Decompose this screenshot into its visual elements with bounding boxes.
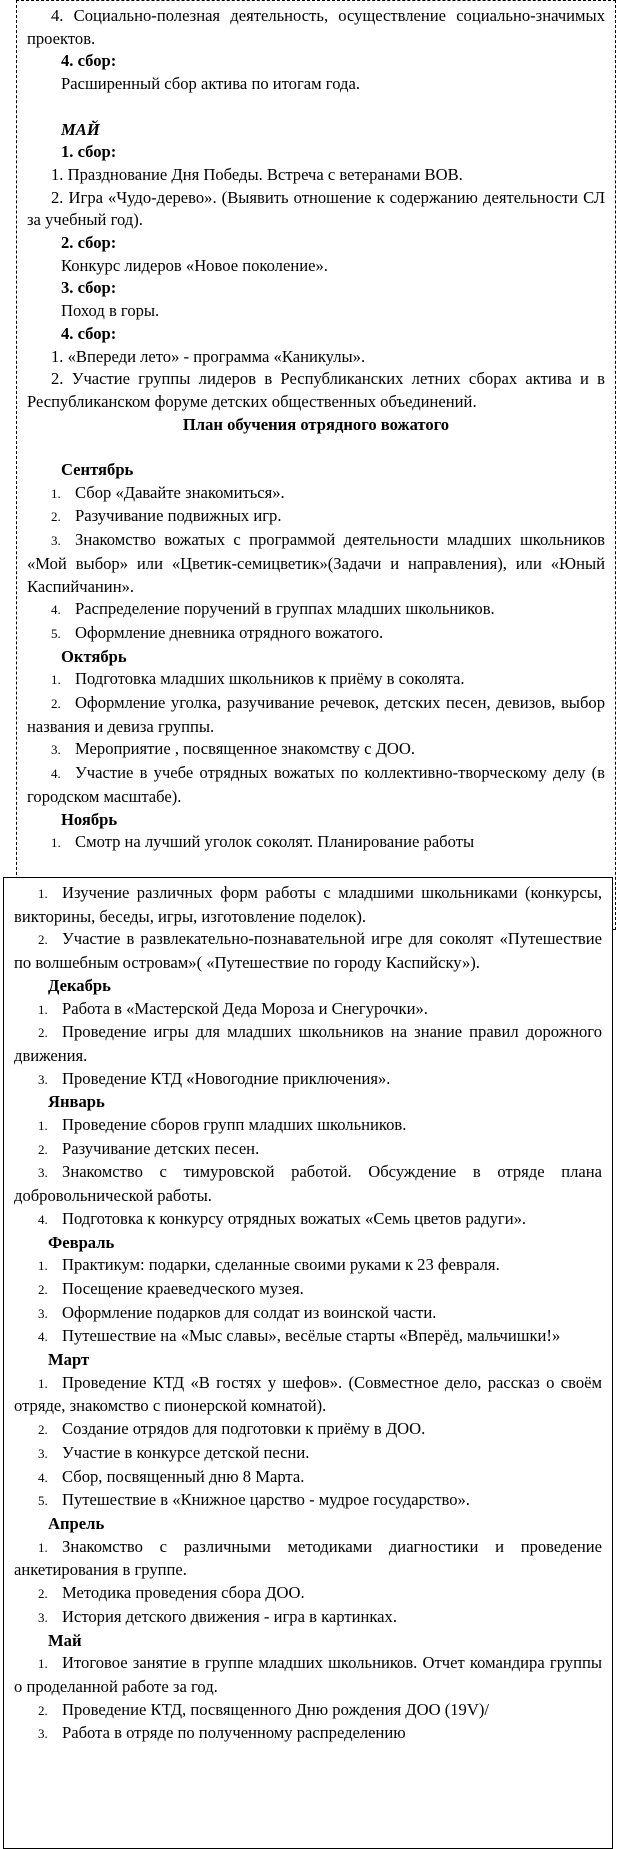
item-number: 2. — [38, 932, 48, 948]
numbered-item — [14, 1254, 602, 1278]
item-number: 2. — [38, 1281, 48, 1297]
item-text: Работа в «Мастерской Деда Мороза и Снегурочки». — [62, 998, 428, 1018]
numbered-item — [27, 831, 605, 855]
item-number: 4. — [51, 766, 61, 782]
item-text: Смотр на лучший уголок соколят. Планирование работы — [75, 832, 475, 852]
item-number: 2. — [38, 1586, 48, 1602]
numbered-item — [14, 1582, 602, 1606]
paragraph: 1. «Впереди лето» - программа «Каникулы». — [51, 346, 366, 366]
item-text: Создание отрядов для подготовки к приёму в ДОО. — [62, 1419, 426, 1439]
numbered-item — [14, 1442, 602, 1466]
numbered-item — [27, 482, 605, 506]
item-text: Итоговое занятие в группе младших школьников. Отчет командира группы о проделанной работе за год. — [14, 1653, 602, 1696]
section-heading: Октябрь — [61, 646, 127, 666]
item-number: 1. — [38, 1001, 48, 1017]
section-heading: Март — [48, 1350, 90, 1370]
section-heading: Сентябрь — [61, 460, 134, 480]
item-number: 2. — [38, 1141, 48, 1157]
item-text: Практикум: подарки, сделанные своими руками к 23 февраля. — [62, 1255, 500, 1275]
numbered-item — [14, 1068, 602, 1092]
text-frame-lower — [3, 877, 613, 1849]
item-text: Участие в учебе отрядных вожатых по коллективно-творческому делу (в городском масштабе). — [27, 763, 605, 806]
item-text: Знакомство вожатых с программой деятельности младших школьников «Мой выбор» или «Цветик-семицветик»(Задачи и направления), или «Юный Каспийчанин». — [27, 530, 605, 596]
blank-line — [27, 96, 605, 119]
item-number: 1. — [38, 1375, 48, 1391]
numbered-item — [14, 1722, 602, 1746]
numbered-item — [14, 1418, 602, 1442]
section-heading: 4. сбор: — [61, 51, 117, 71]
item-text: Путешествие в «Книжное царство - мудрое государство». — [62, 1490, 470, 1510]
numbered-item — [14, 1161, 602, 1207]
numbered-item — [14, 1325, 602, 1349]
item-text: Знакомство с различными методиками диагностики и проведение анкетирования в группе. — [14, 1536, 602, 1580]
item-number: 2. — [51, 696, 61, 712]
numbered-item — [27, 529, 605, 598]
item-text: Посещение краеведческого музея. — [62, 1278, 304, 1298]
section-heading: Декабрь — [48, 975, 111, 995]
item-text: Оформление подарков для солдат из воинской части. — [62, 1302, 437, 1322]
section-heading: 2. сбор: — [61, 233, 117, 253]
numbered-item — [14, 928, 602, 974]
item-number: 1. — [38, 1656, 48, 1672]
item-number: 1. — [38, 1118, 48, 1134]
numbered-item — [27, 598, 605, 622]
numbered-item — [27, 692, 605, 738]
item-number: 3. — [51, 533, 61, 549]
item-number: 3. — [38, 1445, 48, 1461]
item-text: Проведение КТД «В гостях у шефов». (Совместное дело, рассказ о своём отряде, знакомство с пионерской комнатой). — [14, 1372, 602, 1416]
item-number: 2. — [38, 1702, 48, 1718]
item-text: Изучение различных форм работы с младшими школьниками (конкурсы, викторины, беседы, игры, изготовление поделок). — [14, 883, 602, 926]
item-text: История детского движения - игра в картинках. — [62, 1606, 397, 1626]
item-text: Участие в конкурсе детской песни. — [62, 1442, 310, 1462]
section-heading: Май — [48, 1630, 82, 1650]
item-number: 4. — [38, 1329, 48, 1345]
numbered-item — [27, 622, 605, 646]
item-text: Участие в развлекательно-познавательной игре для соколят «Путешествие по волшебным островам»( «Путешествие по городу Каспийску»). — [14, 929, 602, 973]
item-number: 3. — [38, 1726, 48, 1742]
section-heading: Февраль — [48, 1232, 115, 1252]
numbered-item — [27, 762, 605, 808]
numbered-item — [14, 998, 602, 1022]
item-text: Мероприятие , посвященное знакомству с ДОО. — [75, 739, 416, 759]
item-text: Распределение поручений в группах младших школьников. — [75, 599, 495, 619]
item-text: Оформление дневника отрядного вожатого. — [75, 622, 384, 642]
item-text: Работа в отряде по полученному распределению — [62, 1723, 406, 1743]
section-heading: Январь — [48, 1092, 105, 1112]
numbered-item — [14, 1699, 602, 1723]
item-number: 3. — [38, 1165, 48, 1181]
item-number: 4. — [51, 602, 61, 618]
item-text: Проведение игры для младших школьников на знание правил дорожного движения. — [14, 1022, 602, 1065]
section-heading: Апрель — [48, 1513, 105, 1533]
text-frame-upper — [16, 0, 616, 930]
item-number: 4. — [38, 1469, 48, 1485]
numbered-item — [14, 1302, 602, 1326]
numbered-item — [14, 1114, 602, 1138]
numbered-item — [14, 1372, 602, 1418]
item-text: Подготовка младших школьников к приёму в соколята. — [75, 669, 465, 689]
item-text: Сбор «Давайте знакомиться». — [75, 482, 285, 502]
item-number: 4. — [38, 1211, 48, 1227]
numbered-item — [14, 1208, 602, 1232]
item-number: 1. — [38, 886, 48, 901]
section-heading: Ноябрь — [61, 809, 118, 829]
paragraph: 4. Социально-полезная деятельность, осуществление социально-значимых проектов. — [27, 6, 605, 48]
item-text: Разучивание детских песен. — [62, 1138, 260, 1158]
item-number: 2. — [38, 1422, 48, 1438]
item-text: Разучивание подвижных игр. — [75, 506, 282, 526]
numbered-item — [14, 1278, 602, 1302]
month-heading: МАЙ — [61, 119, 100, 139]
item-text: Оформление уголка, разучивание речевок, детских песен, девизов, выбор названия и девиза группы. — [27, 693, 605, 736]
item-number: 3. — [38, 1305, 48, 1321]
paragraph: 1. Празднование Дня Победы. Встреча с ветеранами ВОВ. — [51, 164, 463, 184]
item-number: 2. — [38, 1025, 48, 1041]
numbered-item — [27, 668, 605, 692]
text-line: Конкурс лидеров «Новое поколение». — [61, 255, 328, 275]
numbered-item — [27, 505, 605, 529]
item-number: 1. — [51, 485, 61, 501]
item-text: Путешествие на «Мыс славы», весёлые старты «Вперёд, мальчишки!» — [62, 1326, 561, 1346]
numbered-item — [14, 882, 602, 928]
section-heading: 4. сбор: — [61, 323, 117, 343]
blank-line — [27, 436, 605, 459]
numbered-item — [14, 1652, 602, 1698]
numbered-item — [14, 1466, 602, 1490]
plan-title: План обучения отрядного вожатого — [182, 414, 450, 434]
item-text: Проведение сборов групп младших школьников. — [62, 1115, 407, 1135]
numbered-item — [14, 1606, 602, 1630]
numbered-item — [27, 738, 605, 762]
item-number: 3. — [38, 1609, 48, 1625]
item-number: 3. — [51, 742, 61, 758]
item-text: Методика проведения сбора ДОО. — [62, 1583, 305, 1603]
item-text: Знакомство с тимуровской работой. Обсуждение в отряде плана добровольнической работы. — [14, 1162, 602, 1206]
numbered-item — [14, 1489, 602, 1513]
item-text: Проведение КТД «Новогодние приключения». — [62, 1068, 391, 1088]
section-heading: 3. сбор: — [61, 278, 117, 298]
item-text: Сбор, посвященный дню 8 Марта. — [62, 1466, 305, 1486]
item-number: 1. — [51, 835, 61, 851]
numbered-item — [14, 1021, 602, 1067]
item-number: 5. — [38, 1493, 48, 1509]
numbered-item — [14, 1138, 602, 1162]
item-number: 3. — [38, 1071, 48, 1087]
item-number: 1. — [51, 672, 61, 688]
paragraph: 2. Игра «Чудо-дерево». (Выявить отношение к содержанию деятельности СЛ за учебный год). — [27, 187, 605, 230]
paragraph: 2. Участие группы лидеров в Республиканских летних сборах актива и в Республиканском форуме детских общественных объединений. — [27, 369, 605, 411]
item-text: Проведение КТД, посвященного Дню рождения ДОО (19V)/ — [62, 1699, 489, 1719]
item-text: Подготовка к конкурсу отрядных вожатых «Семь цветов радуги». — [62, 1208, 527, 1228]
item-number: 1. — [38, 1258, 48, 1274]
numbered-item — [14, 1536, 602, 1582]
section-heading: 1. сбор: — [61, 142, 117, 162]
item-number: 5. — [51, 625, 61, 641]
text-line: Поход в горы. — [61, 301, 160, 321]
item-number: 1. — [38, 1539, 48, 1555]
item-number: 2. — [51, 509, 61, 525]
text-line: Расширенный сбор актива по итогам года. — [61, 74, 360, 94]
